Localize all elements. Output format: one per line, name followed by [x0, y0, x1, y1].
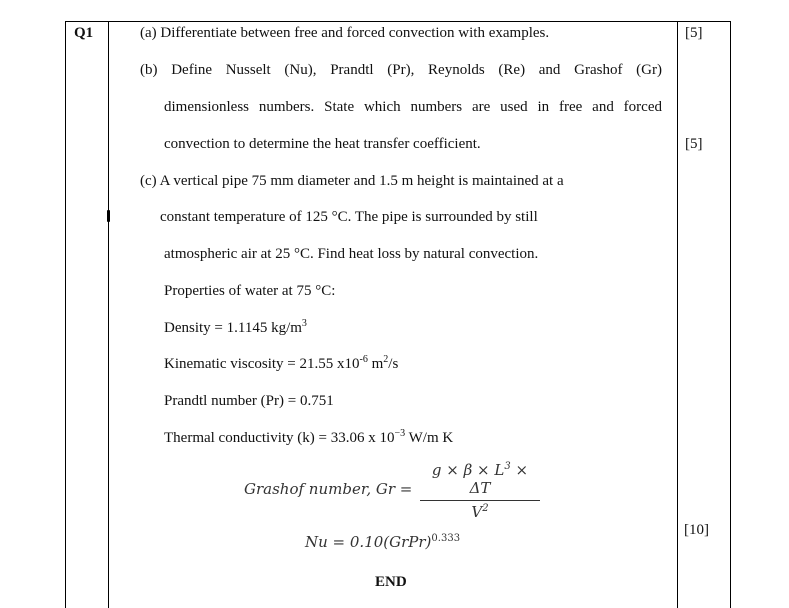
word: (b)	[140, 62, 158, 78]
part-b-line-3: convection to determine the heat transfer coefficient.	[164, 136, 481, 152]
grashof-lhs: Grashof number, Gr =	[244, 480, 413, 498]
viscosity-label: Kinematic viscosity = 21.55 x10	[164, 356, 360, 372]
word: numbers.	[258, 99, 315, 115]
conductivity-line	[164, 429, 453, 447]
word: State	[324, 99, 355, 115]
column-divider-2	[677, 21, 678, 608]
word: used	[500, 99, 528, 115]
word: free	[559, 99, 583, 115]
nusselt-text: Nu = 0.10(GrPr)	[305, 533, 432, 551]
density-line	[164, 319, 307, 337]
word: and	[538, 62, 561, 78]
part-a-marks: [5]	[685, 25, 703, 41]
density-label: Density = 1.1145 kg/m	[164, 320, 302, 336]
properties-title: Properties of water at 75 °C:	[164, 283, 336, 299]
word: (Gr)	[636, 62, 662, 78]
grashof-numerator-b: × ΔT	[469, 461, 529, 497]
table-top-border	[65, 21, 731, 22]
grashof-numerator	[420, 461, 540, 497]
conductivity-unit: W/m K	[405, 430, 454, 446]
word: (Nu),	[284, 62, 317, 78]
word: (Pr),	[387, 62, 415, 78]
fraction-bar	[420, 500, 540, 501]
word: and	[592, 99, 614, 115]
grashof-denominator	[420, 503, 540, 521]
nusselt-exponent: 0.333	[431, 533, 461, 544]
prandtl-line: Prandtl number (Pr) = 0.751	[164, 393, 334, 409]
viscosity-unit: m	[367, 356, 384, 372]
viscosity-unit-tail: /s	[388, 356, 399, 372]
part-a-text: (a) Differentiate between free and forced convection with examples.	[140, 25, 550, 41]
word: in	[537, 99, 550, 115]
word: which	[363, 99, 401, 115]
part-c-line-2: constant temperature of 125 °C. The pipe is surrounded by still	[160, 209, 538, 225]
word: forced	[623, 99, 662, 115]
word: (Re)	[498, 62, 526, 78]
question-number: Q1	[74, 25, 94, 41]
conductivity-label: Thermal conductivity (k) = 33.06 x 10	[164, 430, 395, 446]
word: Reynolds	[428, 62, 485, 78]
word: numbers	[410, 99, 463, 115]
part-c-line-1: (c) A vertical pipe 75 mm diameter and 1.5 m height is maintained at a	[140, 173, 564, 189]
part-c-line-3: atmospheric air at 25 °C. Find heat loss by natural convection.	[164, 246, 539, 262]
word: Grashof	[574, 62, 623, 78]
viscosity-exponent: -6	[359, 354, 368, 365]
part-b-line-1	[140, 61, 662, 79]
viscosity-unit-exponent: 2	[383, 354, 389, 365]
part-c-marks: [10]	[684, 522, 709, 538]
table-left-border	[65, 21, 66, 608]
part-b-line-2	[164, 98, 662, 116]
word: Prandtl	[330, 62, 374, 78]
grashof-numerator-exponent: 3	[504, 461, 511, 472]
grashof-denominator-v: V	[471, 503, 483, 521]
part-b-marks: [5]	[685, 136, 703, 152]
end-label: END	[375, 574, 407, 590]
viscosity-line	[164, 355, 398, 373]
word: Define	[171, 62, 213, 78]
table-right-border	[730, 21, 731, 608]
column-divider-1	[108, 21, 109, 608]
conductivity-exponent: −3	[394, 428, 406, 439]
word: are	[471, 99, 491, 115]
word: dimensionless	[164, 99, 249, 115]
grashof-numerator-a: g × β × L	[431, 461, 505, 479]
margin-mark	[107, 210, 110, 222]
grashof-denominator-exponent: 2	[482, 503, 489, 514]
grashof-fraction	[420, 461, 540, 521]
word: Nusselt	[225, 62, 271, 78]
nusselt-equation	[305, 533, 460, 551]
density-exponent: 3	[301, 318, 307, 329]
